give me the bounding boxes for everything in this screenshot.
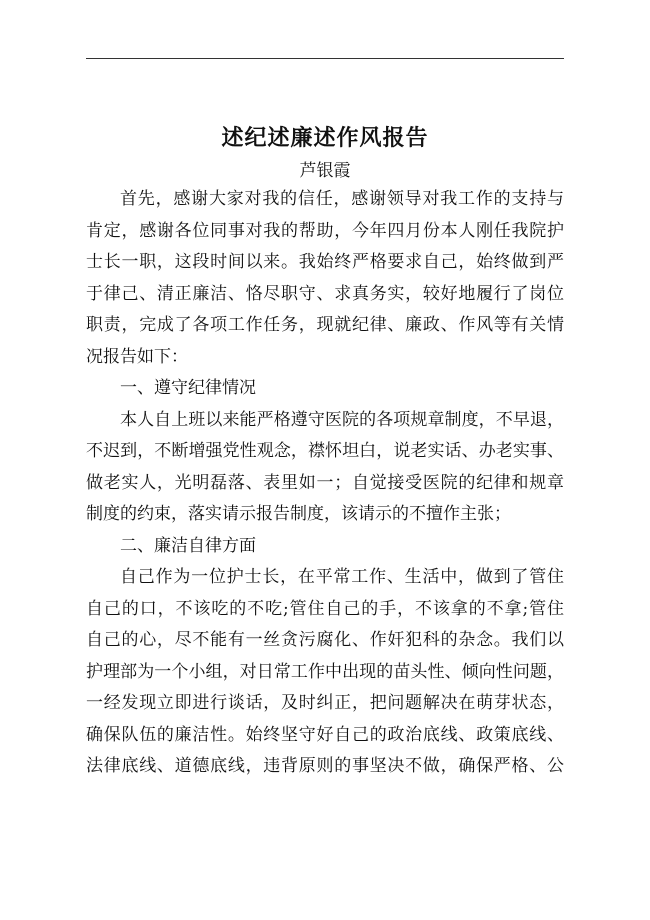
text-line: 做老实人，光明磊落、表里如一；自觉接受医院的纪律和规章 xyxy=(86,472,564,493)
text-line: 本人自上班以来能严格遵守医院的各项规章制度，不早退， xyxy=(120,409,564,430)
document-title: 述纪述廉述作风报告 xyxy=(221,125,429,151)
text-line: 制度的约束，落实请示报告制度，该请示的不擅作主张； xyxy=(86,504,511,524)
text-line: 不迟到，不断增强党性观念，襟怀坦白，说老实话、办老实事、 xyxy=(86,441,564,461)
text-line: 一经发现立即进行谈话，及时纠正，把问题解决在萌芽状态， xyxy=(86,693,564,713)
text-line: 职责，完成了各项工作任务，现就纪律、廉政、作风等有关情 xyxy=(86,315,564,335)
text-line: 自己的口，不该吃的不吃;管住自己的手，不该拿的不拿;管住 xyxy=(86,598,564,619)
document-lines xyxy=(86,184,564,783)
text-line: 于律己、清正廉洁、恪尽职守、求真务实，较好地履行了岗位 xyxy=(86,283,564,304)
text-line: 二、廉洁自律方面 xyxy=(120,535,256,556)
document-author: 芦银霞 xyxy=(299,161,351,181)
header-rule xyxy=(86,58,564,59)
text-line: 确保队伍的廉洁性。始终坚守好自己的政治底线、政策底线、 xyxy=(86,724,564,745)
text-line: 首先，感谢大家对我的信任，感谢领导对我工作的支持与 xyxy=(120,189,564,209)
text-line: 肯定，感谢各位同事对我的帮助，今年四月份本人刚任我院护 xyxy=(86,220,564,241)
document-body xyxy=(86,118,564,783)
text-line: 士长一职，这段时间以来。我始终严格要求自己，始终做到严 xyxy=(86,252,564,272)
text-line: 法律底线、道德底线，违背原则的事坚决不做，确保严格、公 xyxy=(86,756,564,776)
text-line: 护理部为一个小组，对日常工作中出现的苗头性、倾向性问题， xyxy=(86,661,564,682)
text-line: 一、遵守纪律情况 xyxy=(120,378,256,398)
text-line: 自己作为一位护士长，在平常工作、生活中，做到了管住 xyxy=(120,567,564,587)
text-line: 自己的心，尽不能有一丝贪污腐化、作奸犯科的杂念。我们以 xyxy=(86,630,564,650)
text-line: 况报告如下： xyxy=(86,346,188,367)
